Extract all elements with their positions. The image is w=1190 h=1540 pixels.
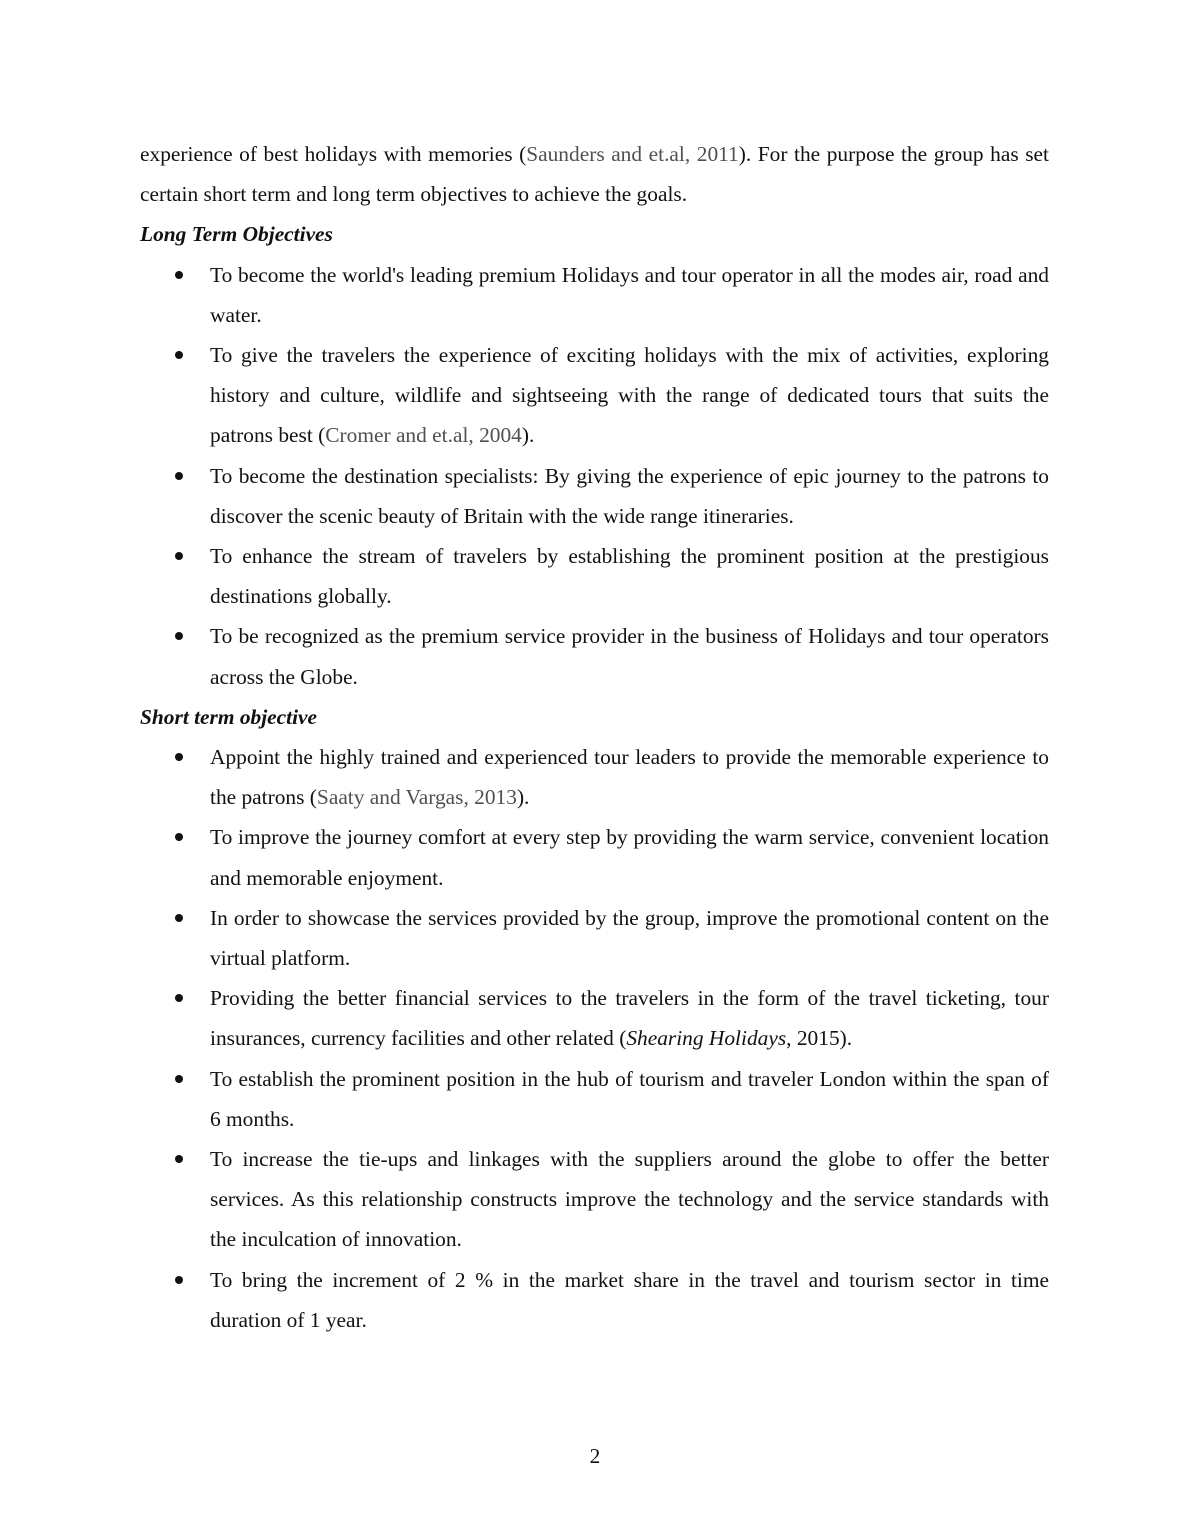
long-term-list (140, 255, 1049, 697)
list-item-text: To become the world's leading premium Holidays and tour operator in all the modes air, road and water. (210, 262, 1049, 327)
list-item-text: Providing the better financial services to the travelers in the form of the travel ticketing, tour insurances, currency facilities and other related ( (210, 986, 1049, 1051)
list-item (140, 456, 1049, 536)
list-item-text: Appoint the highly trained and experienced tour leaders to provide the memorable experience to the patrons ( (210, 745, 1049, 810)
list-item-text: To establish the prominent position in the hub of tourism and traveler London within the span of 6 months. (210, 1066, 1049, 1131)
long-term-heading: Long Term Objectives (140, 222, 333, 247)
list-item (140, 1139, 1049, 1260)
list-item-text: To enhance the stream of travelers by establishing the prominent position at the prestigious destinations globally. (210, 544, 1049, 609)
list-item-text-after: ). (516, 785, 530, 810)
intro-paragraph (140, 134, 1049, 214)
list-item-text-after: ). (521, 423, 535, 448)
bullet-icon (175, 914, 183, 922)
list-item (140, 898, 1049, 978)
intro-text-after: ). For the purpose the group has set certain short term and long term objectives to achieve the goals. (140, 142, 1049, 207)
bullet-icon (175, 552, 183, 560)
intro-text-before: experience of best holidays with memories ( (140, 142, 527, 166)
list-item-text: To become the destination specialists: By giving the experience of epic journey to the patrons to discover the scenic beauty of Britain with the wide range itineraries. (210, 463, 1049, 528)
page-number: 2 (589, 1444, 601, 1468)
bullet-icon (175, 472, 183, 480)
short-term-heading: Short term objective (140, 704, 318, 729)
bullet-icon (175, 351, 183, 359)
citation: Saunders and et.al, 2011 (526, 142, 739, 166)
list-item (140, 536, 1049, 616)
page-content (140, 134, 1049, 1340)
list-item (140, 737, 1049, 817)
list-item (140, 978, 1049, 1058)
list-item-text: To bring the increment of 2 % in the market share in the travel and tourism sector in time duration of 1 year. (210, 1267, 1049, 1332)
list-item (140, 817, 1049, 897)
list-item-text-after: , 2015). (786, 1026, 853, 1051)
list-item-text: To increase the tie-ups and linkages with the suppliers around the globe to offer the better services. As this relationship constructs improve the technology and the service standards with the inculcation of innovation. (210, 1147, 1049, 1252)
list-item (140, 255, 1049, 335)
short-term-list (140, 737, 1049, 1340)
list-item-text: To give the travelers the experience of exciting holidays with the mix of activities, exploring history and culture, wildlife and sightseeing with the range of dedicated tours that suits the patrons best ( (210, 343, 1049, 448)
citation: Cromer and et.al, 2004 (325, 423, 522, 448)
list-item-text: To be recognized as the premium service provider in the business of Holidays and tour operators across the Globe. (210, 624, 1049, 689)
bullet-icon (175, 1075, 183, 1083)
list-item (140, 335, 1049, 456)
bullet-icon (175, 753, 183, 761)
citation: Saaty and Vargas, 2013 (316, 785, 517, 810)
list-item (140, 616, 1049, 696)
list-item (140, 1260, 1049, 1340)
list-item-text: In order to showcase the services provided by the group, improve the promotional content on the virtual platform. (210, 905, 1049, 971)
bullet-icon (175, 1276, 183, 1284)
list-item (140, 1059, 1049, 1139)
bullet-icon (175, 632, 183, 640)
bullet-icon (175, 1155, 183, 1163)
italic-source: Shearing Holidays (626, 1026, 787, 1051)
list-item-text: To improve the journey comfort at every step by providing the warm service, convenient location and memorable enjoyment. (210, 825, 1049, 890)
bullet-icon (175, 271, 183, 279)
bullet-icon (175, 833, 183, 841)
bullet-icon (175, 994, 183, 1002)
